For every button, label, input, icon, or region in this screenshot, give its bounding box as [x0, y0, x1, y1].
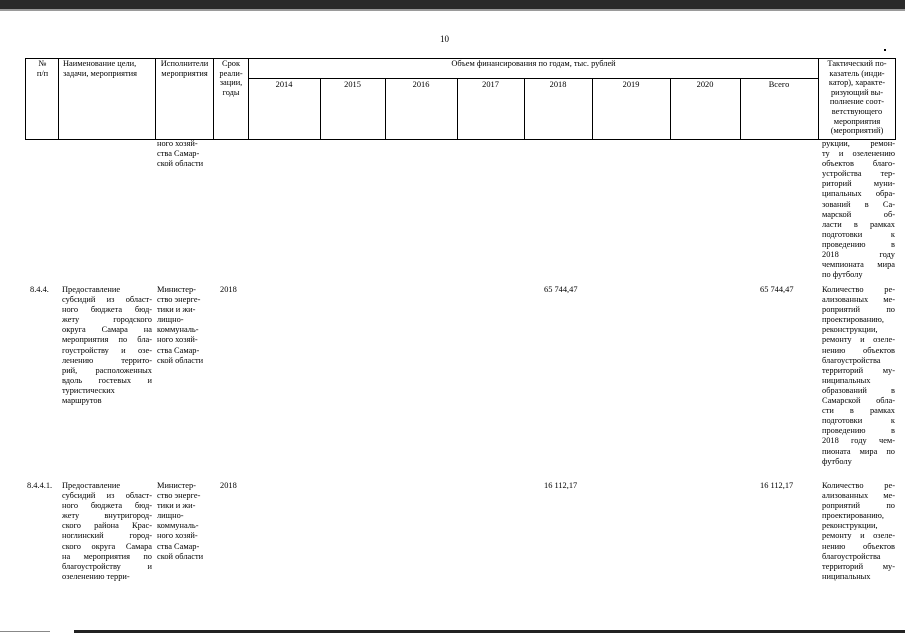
text-line: ской области	[157, 355, 204, 365]
scan-top-border	[0, 0, 905, 9]
text-line: мероприятия по бла-	[62, 335, 152, 345]
text-line: реконструкции,	[822, 521, 878, 531]
text-line: ного бюджета бюд-	[62, 305, 152, 315]
header-year: 2019	[622, 80, 640, 89]
text-line: округа Самара на	[62, 325, 152, 335]
header-year: 2016	[412, 80, 430, 89]
row-8-4-4-1-executors	[157, 481, 211, 562]
text-line: ного хозяй-	[157, 335, 198, 345]
header-year: 2014	[275, 80, 293, 89]
text-line: футболу	[822, 456, 852, 466]
text-line: образований в	[822, 385, 895, 395]
text-line: жету городского	[62, 315, 152, 325]
text-line: по футболу	[822, 270, 863, 280]
row-8-4-4-1-name	[62, 481, 152, 582]
text-line: рий, расположенных	[62, 365, 152, 375]
text-line: Количество ре-	[822, 285, 895, 294]
text-line: зований в Са-	[822, 199, 895, 209]
text-line: риторий муни-	[822, 179, 895, 189]
text-line: ства Самар-	[157, 541, 200, 551]
text-line: ноглинский город-	[62, 531, 152, 541]
continuation-indicator	[822, 139, 895, 280]
header-indicator: Тактический по- казатель (инди- катор), характе- ризующий вы- полнение соот- ветствующего мероприятия (мероприятий)	[827, 59, 887, 136]
text-line: роприятий по	[822, 501, 895, 511]
row-8-4-4-term: 2018	[220, 285, 237, 294]
row-8-4-4-num: 8.4.4.	[30, 285, 49, 294]
text-line: маршрутов	[62, 396, 102, 406]
row-8-4-4-1-num: 8.4.4.1.	[27, 481, 53, 490]
text-line: рукции, ремон-	[822, 139, 895, 148]
header-num: № п/п	[36, 59, 49, 78]
header-year: Всего	[768, 80, 790, 89]
text-line: устройства тер-	[822, 169, 895, 179]
text-line: сти в рамках	[822, 406, 895, 416]
row-8-4-4-name	[62, 285, 152, 406]
text-line: ализованных ме-	[822, 491, 895, 501]
text-line: нению объектов	[822, 541, 895, 551]
text-line: ного хозяй-	[157, 531, 198, 541]
text-line: пионата мира по	[822, 446, 895, 456]
text-line: ленению террито-	[62, 355, 152, 365]
text-line: Предоставление	[62, 285, 121, 294]
text-line: ства Самар-	[157, 345, 200, 355]
text-line: субсидий из област-	[62, 295, 152, 305]
header-year: 2018	[549, 80, 567, 89]
text-line: коммуналь-	[157, 521, 199, 531]
text-line: ремонту и озеле-	[822, 531, 895, 541]
text-line: 2018 году чем-	[822, 436, 895, 446]
text-line: Количество ре-	[822, 481, 895, 490]
scan-speck	[884, 49, 886, 51]
row-8-4-4-1-term: 2018	[220, 481, 237, 490]
text-line: субсидий из област-	[62, 491, 152, 501]
text-line: Министер-	[157, 481, 196, 490]
row-8-4-4-executors	[157, 285, 211, 366]
text-line: коммуналь-	[157, 325, 199, 335]
text-line: тики и жи-	[157, 305, 196, 315]
text-line: ского района Крас-	[62, 521, 152, 531]
header-financing: Объем финансирования по годам, тыс. рублей	[451, 59, 616, 68]
row-8-4-4-total: 65 744,47	[760, 285, 794, 294]
text-line: 2018 году	[822, 250, 895, 260]
text-line: проведению в	[822, 426, 895, 436]
header-year: 2015	[344, 80, 361, 89]
text-line: озеленению терри-	[62, 571, 130, 581]
text-line: туристических	[62, 385, 115, 395]
text-line: марской об-	[822, 209, 895, 219]
text-line: ской области	[157, 551, 204, 561]
text-line: Самарской обла-	[822, 396, 895, 406]
text-line: ство энерге-	[157, 491, 201, 501]
text-line: на мероприятия по	[62, 551, 152, 561]
text-line: объектов благо-	[822, 159, 895, 169]
text-line: нению объектов	[822, 345, 895, 355]
text-line: ту и озеленению	[822, 149, 895, 159]
text-line: тики и жи-	[157, 501, 196, 511]
text-line: проектированию,	[822, 315, 885, 325]
text-line: территорий му-	[822, 561, 895, 571]
scan-bottom-mark	[0, 631, 50, 632]
text-line: Министер-	[157, 285, 196, 294]
text-line: благоустройству и	[62, 561, 152, 571]
text-line: подготовки к	[822, 229, 895, 239]
text-line: подготовки к	[822, 416, 895, 426]
text-line: лищно-	[157, 315, 184, 325]
header-year: 2020	[696, 80, 714, 89]
scan-bottom-border	[74, 630, 905, 633]
text-line: ализованных ме-	[822, 295, 895, 305]
text-line: ства Самар-	[157, 149, 200, 159]
header-year: 2017	[482, 80, 499, 89]
scan-top-shadow	[0, 9, 905, 11]
row-8-4-4-1-indicator	[822, 481, 895, 582]
text-line: проведению в	[822, 239, 895, 249]
header-executors: Исполнители мероприятия	[160, 59, 209, 78]
text-line: жету внутригород-	[62, 511, 152, 521]
text-line: вдоль гостевых и	[62, 375, 152, 385]
text-line: лищно-	[157, 511, 184, 521]
page-number: 10	[440, 34, 449, 44]
header-term: Срок реали- зации, годы	[219, 59, 243, 97]
text-line: ремонту и озеле-	[822, 335, 895, 345]
row-8-4-4-amount-2018: 65 744,47	[544, 285, 578, 294]
text-line: ного бюджета бюд-	[62, 501, 152, 511]
text-line: территорий му-	[822, 365, 895, 375]
row-8-4-4-indicator	[822, 285, 895, 467]
header-name: Наименование цели, задачи, мероприятия	[63, 59, 137, 78]
text-line: ниципальных	[822, 375, 871, 385]
text-line: ской области	[157, 159, 204, 169]
text-line: ство энерге-	[157, 295, 201, 305]
row-8-4-4-1-amount-2018: 16 112,17	[544, 481, 578, 490]
text-line: благоустройства	[822, 355, 881, 365]
row-8-4-4-1-total: 16 112,17	[760, 481, 794, 490]
continuation-executors	[157, 139, 211, 169]
text-line: ского округа Самара	[62, 541, 152, 551]
text-line: чемпионата мира	[822, 260, 895, 270]
text-line: ного хозяй-	[157, 139, 198, 148]
text-line: ниципальных	[822, 571, 871, 581]
text-line: благоустройства	[822, 551, 881, 561]
text-line: проектированию,	[822, 511, 885, 521]
text-line: ласти в рамках	[822, 219, 895, 229]
text-line: реконструкции,	[822, 325, 878, 335]
text-line: гоустройству и озе-	[62, 345, 152, 355]
text-line: ципальных обра-	[822, 189, 895, 199]
text-line: роприятий по	[822, 305, 895, 315]
text-line: Предоставление	[62, 481, 121, 490]
